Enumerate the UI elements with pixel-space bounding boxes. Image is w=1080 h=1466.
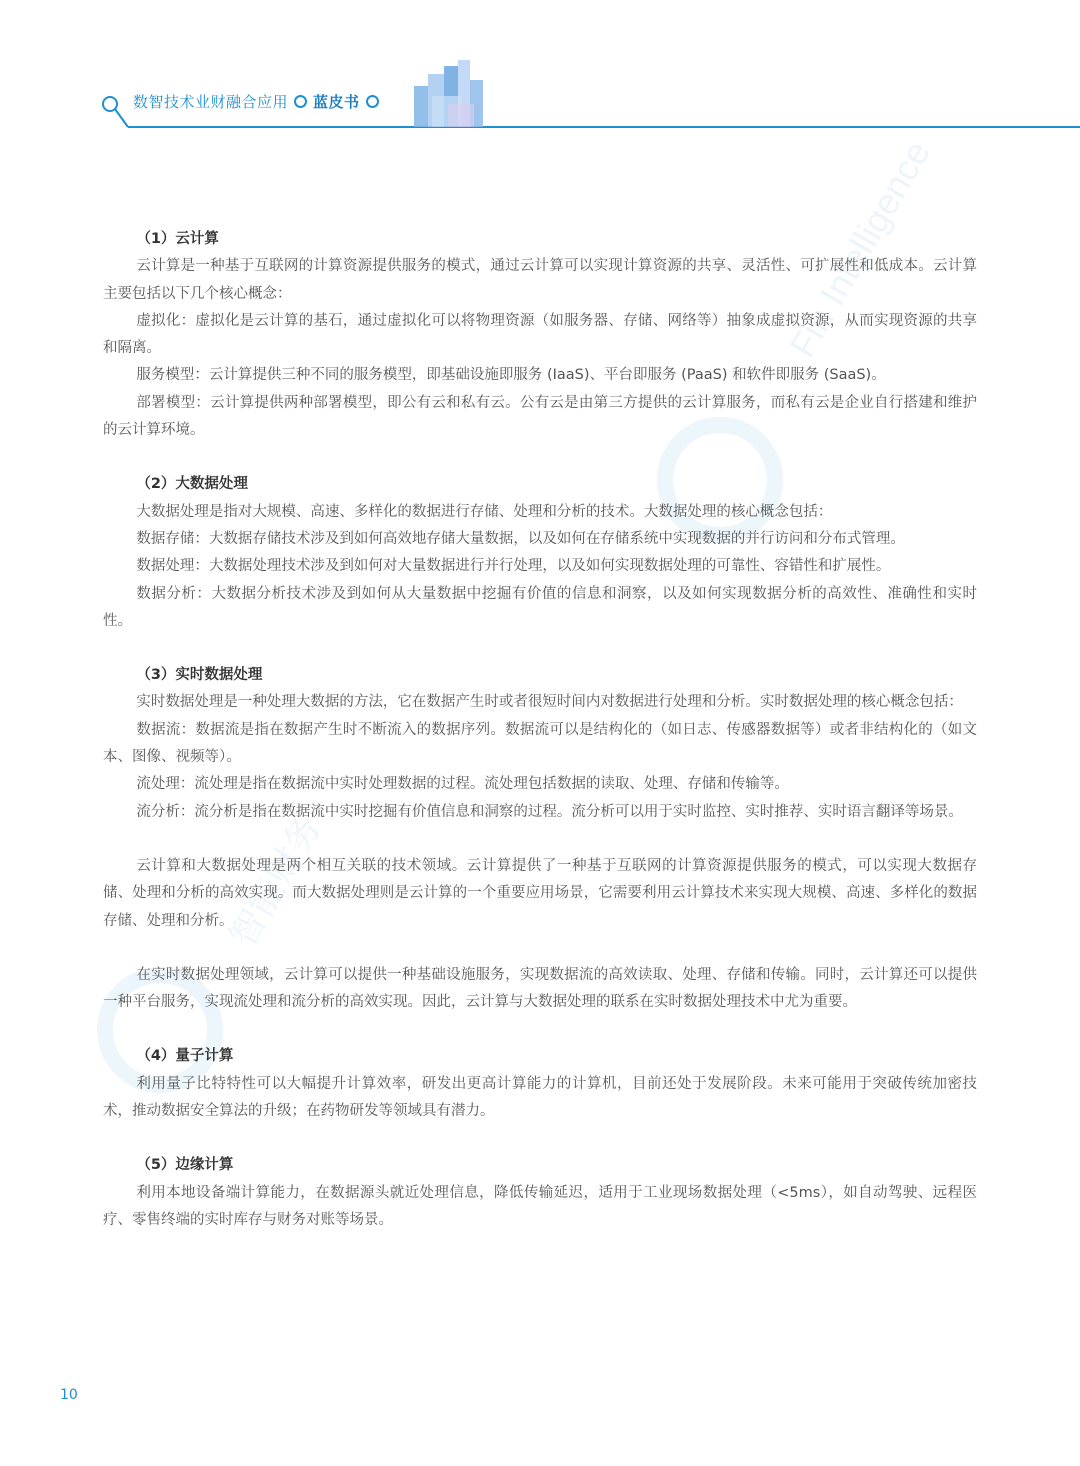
circle-icon [294,95,307,108]
paragraph: 在实时数据处理领域，云计算可以提供一种基础设施服务，实现数据流的高效读取、处理、存储和传输。同时，云计算还可以提供一种平台服务，实现流处理和流分析的高效实现。因此，云计算与大数据处理的联系在实时数据处理技术中尤为重要。 [103,966,977,1011]
paragraph: 利用量子比特特性可以大幅提升计算效率，研发出更高计算能力的计算机，目前还处于发展阶段。未来可能用于突破传统加密技术，推动数据安全算法的升级；在药物研发等领域具有潜力。 [103,1075,977,1120]
paragraph: 数据分析：大数据分析技术涉及到如何从大量数据中挖掘有价值的信息和洞察，以及如何实现数据分析的高效性、准确性和实时性。 [103,585,977,629]
svg-text:Fin Intelligence: Fin Intelligence [781,133,938,364]
section-heading: （5）边缘计算 [136,1157,234,1174]
paragraph: 服务模型：云计算提供三种不同的服务模型，即基础设施即服务 (IaaS)、平台即服务 (PaaS) 和软件即服务 (SaaS)。 [136,367,886,384]
book-subtitle: 蓝皮书 [313,93,360,111]
book-title: 数智技术业财融合应用 [133,93,289,111]
circle-icon [366,95,379,108]
page-header [0,0,1080,140]
paragraph: 大数据处理是指对大规模、高速、多样化的数据进行存储、处理和分析的技术。大数据处理的核心概念包括： [136,503,833,520]
section-heading: （1）云计算 [136,231,219,247]
paragraph: 数据流：数据流是指在数据产生时不断流入的数据序列。数据流可以是结构化的（如日志、传感器数据等）或者非结构化的（如文本、图像、视频等）。 [103,721,977,766]
page-number: 10 [60,1387,78,1403]
search-icon [103,97,128,127]
paragraph: 云计算和大数据处理是两个相互关联的技术领域。云计算提供了一种基于互联网的计算资源提供服务的模式，可以实现大数据存储、处理和分析的高效实现。而大数据处理则是云计算的一个重要应用场景，它需要利用云计算技术来实现大规模、高速、多样化的数据存储、处理和分析。 [103,857,977,929]
paragraph: 流处理：流处理是指在数据流中实时处理数据的过程。流处理包括数据的读取、处理、存储和传输等。 [136,776,789,793]
paragraph: 流分析：流分析是指在数据流中实时挖掘有价值信息和洞察的过程。流分析可以用于实时监控、实时推荐、实时语言翻译等场景。 [136,803,963,820]
svg-text:智能财务: 智能财务 [221,808,329,954]
main-content [103,226,977,1234]
section-heading: （4）量子计算 [136,1048,234,1065]
header-decoration [0,0,1080,140]
paragraph: 数据处理：大数据处理技术涉及到如何对大量数据进行并行处理，以及如何实现数据处理的可靠性、容错性和扩展性。 [136,558,891,575]
paragraph: 数据存储：大数据存储技术涉及到如何高效地存储大量数据，以及如何在存储系统中实现数据的并行访问和分布式管理。 [136,530,905,547]
section-heading: （3）实时数据处理 [136,667,263,684]
section-heading: （2）大数据处理 [136,476,248,493]
paragraph: 虚拟化：虚拟化是云计算的基石，通过虚拟化可以将物理资源（如服务器、存储、网络等）抽象成虚拟资源，从而实现资源的共享和隔离。 [103,312,977,357]
paragraph: 部署模型：云计算提供两种部署模型，即公有云和私有云。公有云是由第三方提供的云计算服务，而私有云是企业自行搭建和维护的云计算环境。 [103,394,977,439]
paragraph: 实时数据处理是一种处理大数据的方法，它在数据产生时或者很短时间内对数据进行处理和分析。实时数据处理的核心概念包括： [136,694,963,711]
paragraph: 利用本地设备端计算能力，在数据源头就近处理信息，降低传输延迟，适用于工业现场数据处理（<5ms），如自动驾驶、远程医疗、零售终端的实时库存与财务对账等场景。 [103,1184,977,1228]
paragraph: 云计算是一种基于互联网的计算资源提供服务的模式，通过云计算可以实现计算资源的共享、灵活性、可扩展性和低成本。云计算主要包括以下几个核心概念： [103,258,977,302]
building-graphic [414,60,483,127]
header-title [133,91,385,112]
